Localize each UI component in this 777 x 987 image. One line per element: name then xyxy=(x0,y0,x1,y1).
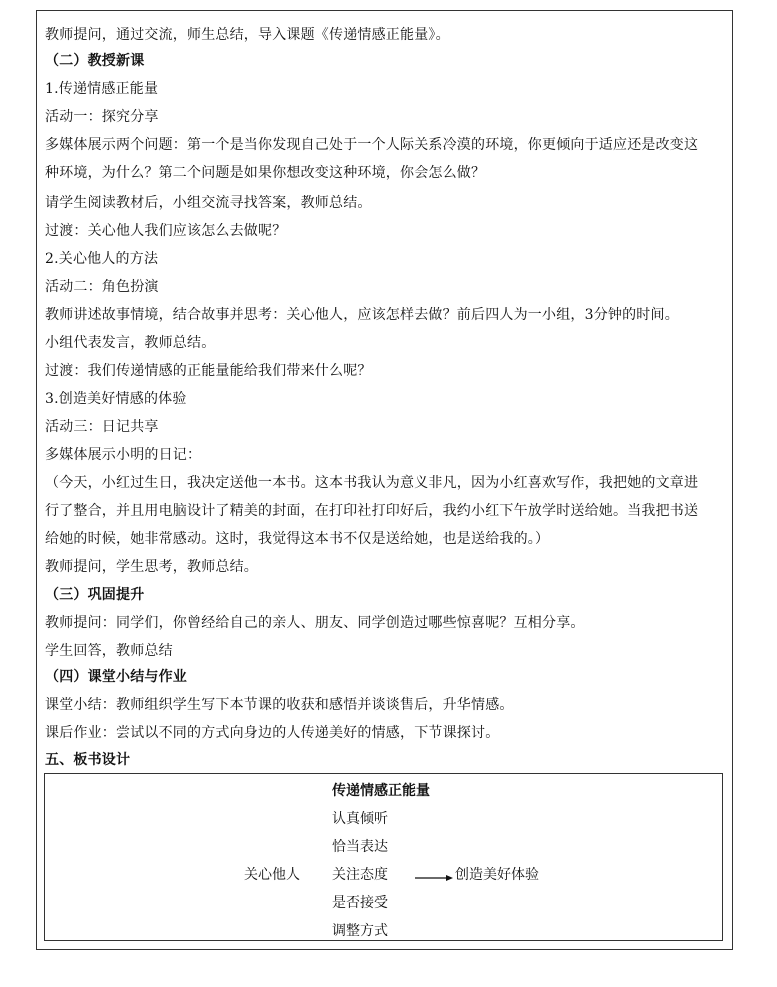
diary-text: 行了整合，并且用电脑设计了精美的封面，在打印社打印好后，我约小红下午放学时送给她。当我把书送 xyxy=(45,503,699,519)
board-item: 关注态度 xyxy=(332,867,388,883)
board-item: 认真倾听 xyxy=(332,811,388,827)
text-line: 课后作业：尝试以不同的方式向身边的人传递美好的情感，下节课探讨。 xyxy=(45,725,500,741)
board-left-label: 关心他人 xyxy=(244,867,300,883)
board-title: 传递情感正能量 xyxy=(332,783,430,799)
text-line: 课堂小结：教师组织学生写下本节课的收获和感悟并谈谈售后，升华情感。 xyxy=(45,697,514,713)
text-line: 3.创造美好情感的体验 xyxy=(45,391,187,407)
text-line: 2.关心他人的方法 xyxy=(45,251,159,267)
text-line: 活动一：探究分享 xyxy=(45,109,159,125)
text-line: 多媒体展示小明的日记： xyxy=(45,447,202,463)
text-line: 过渡：关心他人我们应该怎么去做呢？ xyxy=(45,223,287,239)
right-arrow-icon xyxy=(415,873,453,883)
board-item: 调整方式 xyxy=(332,923,388,939)
board-item: 是否接受 xyxy=(332,895,388,911)
section-heading: （三）巩固提升 xyxy=(45,587,145,603)
diary-text: （今天，小红过生日，我决定送他一本书。这本书我认为意义非凡，因为小红喜欢写作，我把她的文章进 xyxy=(45,475,699,491)
text-line: 学生回答，教师总结 xyxy=(45,643,173,659)
text-line: 1.传递情感正能量 xyxy=(45,81,159,97)
text-line: 活动三：日记共享 xyxy=(45,419,159,435)
text-line: 活动二：角色扮演 xyxy=(45,279,159,295)
text-line: 教师提问，学生思考，教师总结。 xyxy=(45,559,258,575)
text-line: 教师提问，通过交流，师生总结，导入课题《传递情感正能量》。 xyxy=(45,27,450,43)
text-line: 种环境，为什么？第二个问题是如果你想改变这种环境，你会怎么做？ xyxy=(45,165,486,181)
text-line: 请学生阅读教材后，小组交流寻找答案，教师总结。 xyxy=(45,195,372,211)
text-line: 小组代表发言，教师总结。 xyxy=(45,335,216,351)
text-line: 多媒体展示两个问题：第一个是当你发现自己处于一个人际关系冷漠的环境，你更倾向于适应还是改变这 xyxy=(45,137,699,153)
text-line: 过渡：我们传递情感的正能量能给我们带来什么呢？ xyxy=(45,363,372,379)
section-heading: （四）课堂小结与作业 xyxy=(45,669,187,685)
text-line: 教师讲述故事情境，结合故事并思考：关心他人，应该怎样去做？前后四人为一小组，3分钟的时间。 xyxy=(45,307,679,323)
section-heading: 五、板书设计 xyxy=(45,752,131,768)
section-heading: （二）教授新课 xyxy=(45,53,145,69)
diary-text: 给她的时候，她非常感动。这时，我觉得这本书不仅是送给她，也是送给我的。） xyxy=(45,531,550,547)
text-line: 教师提问：同学们，你曾经给自己的亲人、朋友、同学创造过哪些惊喜呢？互相分享。 xyxy=(45,615,585,631)
board-result: 创造美好体验 xyxy=(455,867,539,883)
board-item: 恰当表达 xyxy=(332,839,388,855)
